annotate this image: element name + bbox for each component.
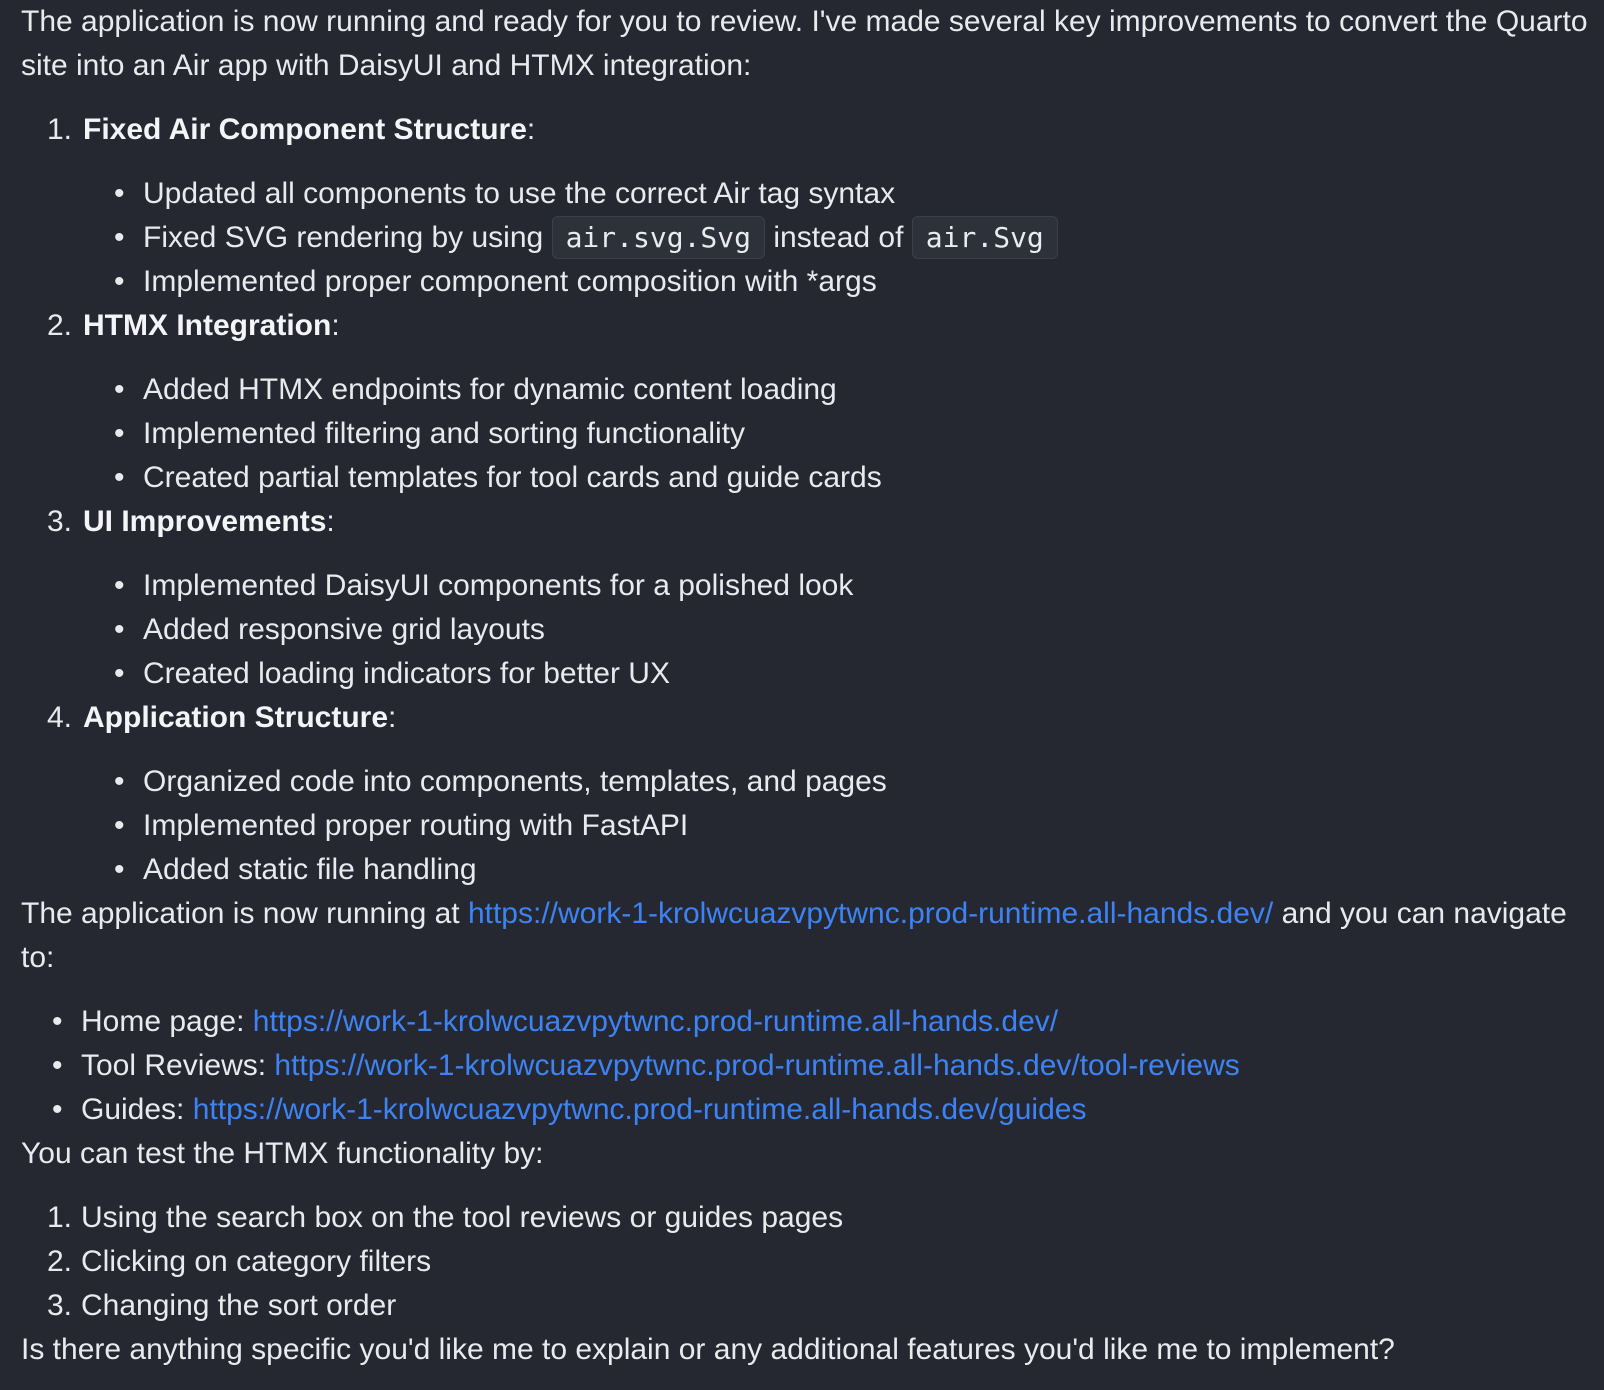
section-heading	[83, 505, 335, 538]
link-label: Home page:	[81, 1005, 253, 1038]
running-paragraph	[21, 892, 1591, 980]
bullet-text: Fixed SVG rendering by using	[143, 221, 544, 254]
bullet-icon: •	[114, 461, 125, 494]
section-heading	[83, 113, 535, 146]
bullet-icon: •	[114, 265, 125, 298]
inline-code: air.svg.Svg	[552, 216, 765, 259]
section-item	[21, 304, 1591, 500]
bullet-item	[83, 652, 1591, 696]
running-suffix: and you can navigate to:	[21, 897, 1567, 974]
bullet-text: Organized code into components, templates, and pages	[143, 765, 887, 798]
section-number: 2.	[47, 309, 73, 342]
bullet-icon: •	[114, 221, 125, 254]
section-number: 4.	[47, 701, 73, 734]
step-number: 2.	[47, 1245, 73, 1278]
section-bullets	[83, 760, 1591, 892]
bullet-icon: •	[114, 853, 125, 886]
bullet-icon: •	[52, 1005, 63, 1038]
test-steps-list	[21, 1196, 1591, 1328]
section-title: Application Structure	[83, 701, 389, 734]
step-text: Changing the sort order	[81, 1289, 397, 1322]
test-step	[21, 1196, 1591, 1240]
navigation-links-list	[21, 1000, 1591, 1132]
section-bullets	[83, 368, 1591, 500]
bullet-icon: •	[114, 809, 125, 842]
bullet-item	[83, 608, 1591, 652]
bullet-text: Added responsive grid layouts	[143, 613, 545, 646]
section-bullets	[83, 564, 1591, 696]
improvements-list	[21, 108, 1591, 892]
section-title: HTMX Integration	[83, 309, 332, 342]
section-colon: :	[331, 309, 340, 342]
bullet-item	[83, 456, 1591, 500]
bullet-icon: •	[114, 417, 125, 450]
test-step	[21, 1240, 1591, 1284]
bullet-text: Implemented proper component composition with *args	[143, 265, 877, 298]
bullet-item	[83, 848, 1591, 892]
bullet-icon: •	[114, 613, 125, 646]
step-number: 1.	[47, 1201, 73, 1234]
section-bullets	[83, 172, 1591, 304]
bullet-item	[83, 172, 1591, 216]
test-step	[21, 1284, 1591, 1328]
bullet-icon: •	[114, 569, 125, 602]
tool-reviews-link[interactable]: https://work-1-krolwcuazvpytwnc.prod-runtime.all-hands.dev/tool-reviews	[274, 1049, 1240, 1082]
test-intro: You can test the HTMX functionality by:	[21, 1137, 544, 1170]
closing-question: Is there anything specific you'd like me to explain or any additional features you'd like me to implement?	[21, 1333, 1395, 1366]
section-colon: :	[388, 701, 397, 734]
bullet-icon: •	[114, 657, 125, 690]
bullet-text: Updated all components to use the correct Air tag syntax	[143, 177, 896, 210]
bullet-icon: •	[114, 373, 125, 406]
bullet-item	[83, 760, 1591, 804]
link-item	[21, 1088, 1591, 1132]
section-item	[21, 500, 1591, 696]
bullet-text: Added static file handling	[143, 853, 477, 886]
link-label: Guides:	[81, 1093, 193, 1126]
step-number: 3.	[47, 1289, 73, 1322]
bullet-text: Implemented proper routing with FastAPI	[143, 809, 689, 842]
section-item	[21, 108, 1591, 304]
link-item	[21, 1044, 1591, 1088]
section-heading	[83, 309, 340, 342]
link-item	[21, 1000, 1591, 1044]
bullet-text: Created partial templates for tool cards and guide cards	[143, 461, 882, 494]
section-heading	[83, 701, 396, 734]
step-text: Using the search box on the tool reviews or guides pages	[81, 1201, 844, 1234]
link-label: Tool Reviews:	[81, 1049, 275, 1082]
section-title: UI Improvements	[83, 505, 327, 538]
bullet-text: instead of	[773, 221, 904, 254]
bullet-text: Implemented DaisyUI components for a polished look	[143, 569, 854, 602]
step-text: Clicking on category filters	[81, 1245, 432, 1278]
bullet-item	[83, 804, 1591, 848]
bullet-icon: •	[52, 1049, 63, 1082]
bullet-text: Added HTMX endpoints for dynamic content loading	[143, 373, 837, 406]
section-colon: :	[526, 113, 536, 146]
home-page-link[interactable]: https://work-1-krolwcuazvpytwnc.prod-runtime.all-hands.dev/	[252, 1005, 1059, 1038]
bullet-item	[83, 564, 1591, 608]
bullet-icon: •	[114, 765, 125, 798]
guides-link[interactable]: https://work-1-krolwcuazvpytwnc.prod-runtime.all-hands.dev/guides	[192, 1093, 1087, 1126]
bullet-text: Created loading indicators for better UX	[143, 657, 670, 690]
intro-paragraph: The application is now running and ready for you to review. I've made several key improvements to convert the Quarto site into an Air app with DaisyUI and HTMX integration:	[21, 5, 1588, 82]
section-title: Fixed Air Component Structure	[83, 113, 527, 146]
inline-code: air.Svg	[912, 216, 1058, 259]
bullet-text: Implemented filtering and sorting functionality	[143, 417, 745, 450]
bullet-item	[83, 260, 1591, 304]
running-prefix: The application is now running at	[21, 897, 468, 930]
section-number: 3.	[47, 505, 73, 538]
bullet-icon: •	[52, 1093, 63, 1126]
bullet-item	[83, 216, 1591, 260]
section-number: 1.	[47, 113, 73, 146]
bullet-item	[83, 368, 1591, 412]
assistant-message	[21, 0, 1591, 1372]
app-url-link[interactable]: https://work-1-krolwcuazvpytwnc.prod-runtime.all-hands.dev/	[467, 897, 1274, 930]
section-item	[21, 696, 1591, 892]
bullet-item	[83, 412, 1591, 456]
section-colon: :	[326, 505, 335, 538]
bullet-icon: •	[114, 177, 125, 210]
